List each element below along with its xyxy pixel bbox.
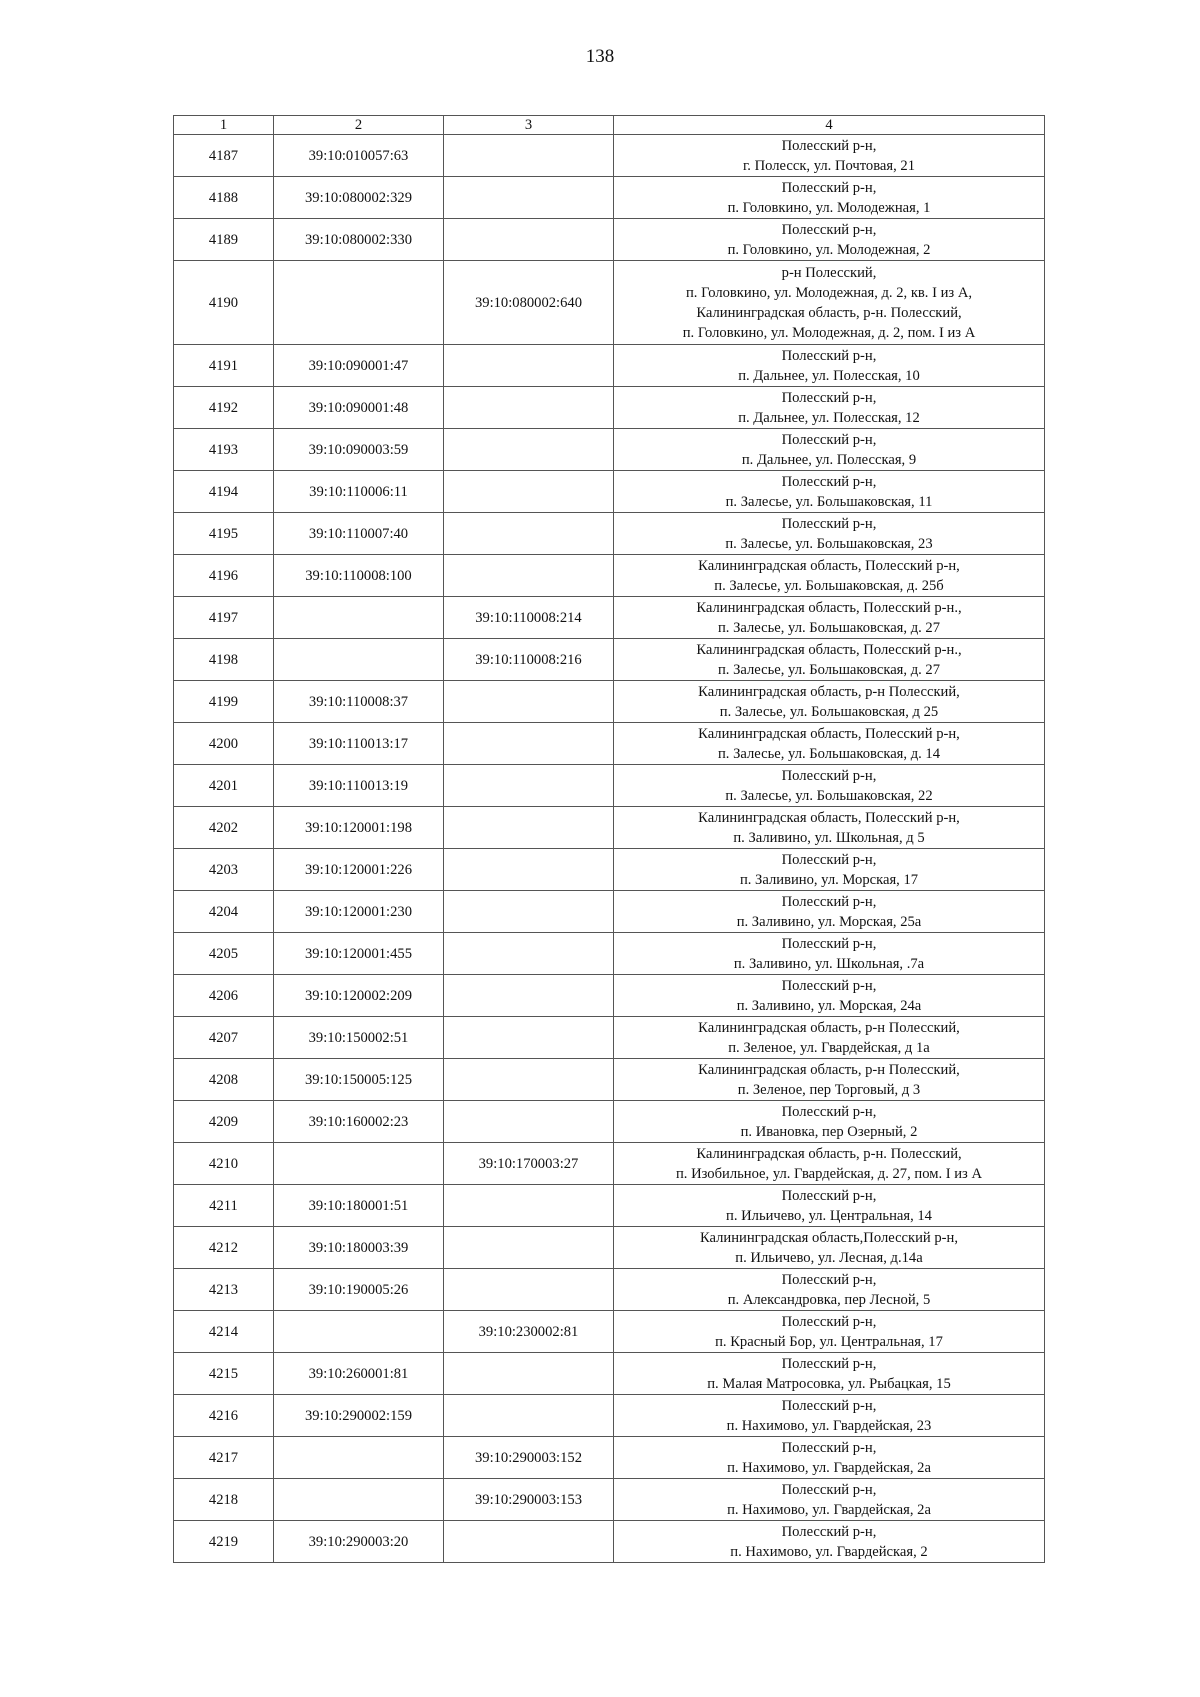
table-row bbox=[174, 639, 1045, 681]
cadastral-number-cell: 39:10:110007:40 bbox=[274, 513, 444, 555]
table-row bbox=[174, 975, 1045, 1017]
address-cell bbox=[614, 1353, 1045, 1395]
address-cell bbox=[614, 639, 1045, 681]
cadastral-number-cell: 39:10:180001:51 bbox=[274, 1185, 444, 1227]
address-cell bbox=[614, 1521, 1045, 1563]
cadastral-number-cell: 39:10:120001:226 bbox=[274, 849, 444, 891]
table-row bbox=[174, 849, 1045, 891]
row-number-cell: 4209 bbox=[174, 1101, 274, 1143]
cadastral-number-alt-cell bbox=[444, 807, 614, 849]
address-cell bbox=[614, 1437, 1045, 1479]
row-number-cell: 4204 bbox=[174, 891, 274, 933]
address-cell bbox=[614, 723, 1045, 765]
cadastral-number-alt-cell bbox=[444, 387, 614, 429]
cadastral-number-alt-cell bbox=[444, 1101, 614, 1143]
row-number-cell: 4208 bbox=[174, 1059, 274, 1101]
cadastral-number-alt-cell: 39:10:170003:27 bbox=[444, 1143, 614, 1185]
address-cell bbox=[614, 219, 1045, 261]
address-line: Полесский р-н, bbox=[781, 431, 877, 448]
address-cell bbox=[614, 135, 1045, 177]
address-line: Полесский р-н, bbox=[781, 1103, 877, 1120]
cadastral-number-cell bbox=[274, 1143, 444, 1185]
address-line: Полесский р-н, bbox=[781, 347, 877, 364]
cadastral-number-alt-cell: 39:10:290003:153 bbox=[444, 1479, 614, 1521]
address-line: Калининградская область, Полесский р-н, bbox=[698, 725, 960, 742]
table-row bbox=[174, 765, 1045, 807]
table-row bbox=[174, 1227, 1045, 1269]
address-line: Калининградская область,Полесский р-н, bbox=[699, 1229, 958, 1246]
row-number-cell: 4216 bbox=[174, 1395, 274, 1437]
cadastral-number-alt-cell bbox=[444, 135, 614, 177]
address-line: Калининградская область, Полесский р-н, bbox=[698, 557, 960, 574]
address-line: п. Изобильное, ул. Гвардейская, д. 27, пом. I из А bbox=[675, 1165, 983, 1182]
address-line: Полесский р-н, bbox=[781, 1397, 877, 1414]
row-number-cell: 4187 bbox=[174, 135, 274, 177]
cadastral-number-cell: 39:10:090001:48 bbox=[274, 387, 444, 429]
cadastral-number-alt-cell: 39:10:110008:214 bbox=[444, 597, 614, 639]
column-header-4: 4 bbox=[614, 116, 1045, 135]
row-number-cell: 4215 bbox=[174, 1353, 274, 1395]
address-cell bbox=[614, 1143, 1045, 1185]
cadastral-number-cell bbox=[274, 597, 444, 639]
address-cell bbox=[614, 849, 1045, 891]
cadastral-number-cell bbox=[274, 1311, 444, 1353]
address-cell bbox=[614, 681, 1045, 723]
row-number-cell: 4213 bbox=[174, 1269, 274, 1311]
table-row bbox=[174, 681, 1045, 723]
address-line: п. Заливино, ул. Морская, 25а bbox=[736, 913, 922, 930]
table-row bbox=[174, 345, 1045, 387]
address-line: Полесский р-н, bbox=[781, 1355, 877, 1372]
address-cell bbox=[614, 429, 1045, 471]
cadastral-number-cell: 39:10:180003:39 bbox=[274, 1227, 444, 1269]
address-line: Полесский р-н, bbox=[781, 977, 877, 994]
address-line: п. Ивановка, пер Озерный, 2 bbox=[740, 1123, 918, 1140]
row-number-cell: 4193 bbox=[174, 429, 274, 471]
cadastral-number-alt-cell bbox=[444, 1395, 614, 1437]
table-row bbox=[174, 177, 1045, 219]
address-line: п. Залесье, ул. Большаковская, д. 25б bbox=[714, 577, 944, 594]
row-number-cell: 4211 bbox=[174, 1185, 274, 1227]
row-number-cell: 4214 bbox=[174, 1311, 274, 1353]
registry-table-body bbox=[174, 116, 1045, 1563]
address-line: п. Залесье, ул. Большаковская, д. 27 bbox=[717, 619, 941, 636]
cadastral-number-cell: 39:10:110008:37 bbox=[274, 681, 444, 723]
cadastral-number-alt-cell bbox=[444, 849, 614, 891]
cadastral-number-cell: 39:10:120001:230 bbox=[274, 891, 444, 933]
address-line: Калининградская область, Полесский р-н., bbox=[696, 641, 962, 658]
address-line: г. Полесск, ул. Почтовая, 21 bbox=[742, 157, 916, 174]
cadastral-number-alt-cell: 39:10:230002:81 bbox=[444, 1311, 614, 1353]
address-cell bbox=[614, 471, 1045, 513]
address-cell bbox=[614, 765, 1045, 807]
cadastral-number-alt-cell bbox=[444, 723, 614, 765]
row-number-cell: 4206 bbox=[174, 975, 274, 1017]
address-line: Калининградская область, р-н. Полесский, bbox=[696, 1145, 962, 1162]
cadastral-number-alt-cell bbox=[444, 1017, 614, 1059]
row-number-cell: 4201 bbox=[174, 765, 274, 807]
cadastral-number-alt-cell bbox=[444, 177, 614, 219]
row-number-cell: 4218 bbox=[174, 1479, 274, 1521]
cadastral-number-cell: 39:10:120001:455 bbox=[274, 933, 444, 975]
row-number-cell: 4205 bbox=[174, 933, 274, 975]
row-number-cell: 4189 bbox=[174, 219, 274, 261]
table-row bbox=[174, 807, 1045, 849]
address-line: п. Нахимово, ул. Гвардейская, 2а bbox=[727, 1501, 931, 1518]
cadastral-number-cell: 39:10:260001:81 bbox=[274, 1353, 444, 1395]
cadastral-number-alt-cell bbox=[444, 1521, 614, 1563]
table-row bbox=[174, 1059, 1045, 1101]
row-number-cell: 4210 bbox=[174, 1143, 274, 1185]
table-row bbox=[174, 513, 1045, 555]
address-line: п. Александровка, пер Лесной, 5 bbox=[727, 1291, 931, 1308]
cadastral-number-alt-cell bbox=[444, 1185, 614, 1227]
address-line: п. Головкино, ул. Молодежная, 2 bbox=[727, 241, 931, 258]
cadastral-number-cell: 39:10:110013:17 bbox=[274, 723, 444, 765]
cadastral-number-alt-cell bbox=[444, 1269, 614, 1311]
row-number-cell: 4203 bbox=[174, 849, 274, 891]
table-row bbox=[174, 891, 1045, 933]
table-row bbox=[174, 555, 1045, 597]
column-header-3: 3 bbox=[444, 116, 614, 135]
address-cell bbox=[614, 975, 1045, 1017]
row-number-cell: 4194 bbox=[174, 471, 274, 513]
cadastral-number-cell: 39:10:110013:19 bbox=[274, 765, 444, 807]
address-line: Полесский р-н, bbox=[781, 221, 877, 238]
table-row bbox=[174, 1017, 1045, 1059]
row-number-cell: 4195 bbox=[174, 513, 274, 555]
address-line: Полесский р-н, bbox=[781, 515, 877, 532]
cadastral-number-cell: 39:10:290002:159 bbox=[274, 1395, 444, 1437]
cadastral-number-cell: 39:10:010057:63 bbox=[274, 135, 444, 177]
table-row bbox=[174, 1437, 1045, 1479]
cadastral-number-alt-cell bbox=[444, 429, 614, 471]
address-cell bbox=[614, 1311, 1045, 1353]
address-line: Калининградская область, р-н. Полесский, bbox=[696, 304, 962, 321]
address-cell bbox=[614, 1269, 1045, 1311]
table-header-row bbox=[174, 116, 1045, 135]
address-cell bbox=[614, 1479, 1045, 1521]
cadastral-number-cell bbox=[274, 639, 444, 681]
row-number-cell: 4200 bbox=[174, 723, 274, 765]
address-line: п. Нахимово, ул. Гвардейская, 23 bbox=[726, 1417, 932, 1434]
cadastral-number-cell: 39:10:110008:100 bbox=[274, 555, 444, 597]
address-line: Полесский р-н, bbox=[781, 1313, 877, 1330]
address-cell bbox=[614, 387, 1045, 429]
column-header-1: 1 bbox=[174, 116, 274, 135]
address-line: п. Нахимово, ул. Гвардейская, 2 bbox=[730, 1543, 928, 1560]
cadastral-number-alt-cell: 39:10:110008:216 bbox=[444, 639, 614, 681]
address-line: Калининградская область, р-н Полесский, bbox=[698, 1019, 960, 1036]
address-line: Полесский р-н, bbox=[781, 1523, 877, 1540]
cadastral-number-cell: 39:10:160002:23 bbox=[274, 1101, 444, 1143]
cadastral-number-alt-cell bbox=[444, 555, 614, 597]
address-cell bbox=[614, 261, 1045, 345]
address-line: п. Заливино, ул. Школьная, д 5 bbox=[733, 829, 925, 846]
address-cell bbox=[614, 807, 1045, 849]
address-line: п. Ильичево, ул. Лесная, д.14а bbox=[735, 1249, 923, 1266]
address-line: Полесский р-н, bbox=[781, 179, 877, 196]
address-line: п. Залесье, ул. Большаковская, д. 14 bbox=[717, 745, 941, 762]
cadastral-number-cell: 39:10:110006:11 bbox=[274, 471, 444, 513]
address-line: п. Залесье, ул. Большаковская, 11 bbox=[725, 493, 933, 510]
address-line: п. Дальнее, ул. Полесская, 10 bbox=[738, 367, 920, 384]
table-row bbox=[174, 135, 1045, 177]
row-number-cell: 4199 bbox=[174, 681, 274, 723]
row-number-cell: 4202 bbox=[174, 807, 274, 849]
address-line: п. Головкино, ул. Молодежная, д. 2, пом. I из А bbox=[682, 324, 976, 341]
address-line: п. Дальнее, ул. Полесская, 9 bbox=[741, 451, 917, 468]
table-row bbox=[174, 1269, 1045, 1311]
cadastral-number-alt-cell bbox=[444, 513, 614, 555]
row-number-cell: 4197 bbox=[174, 597, 274, 639]
cadastral-number-cell: 39:10:290003:20 bbox=[274, 1521, 444, 1563]
row-number-cell: 4217 bbox=[174, 1437, 274, 1479]
table-row bbox=[174, 1395, 1045, 1437]
address-line: п. Залесье, ул. Большаковская, 22 bbox=[725, 787, 933, 804]
cadastral-number-cell bbox=[274, 261, 444, 345]
address-cell bbox=[614, 1185, 1045, 1227]
address-line: Полесский р-н, bbox=[781, 1271, 877, 1288]
cadastral-number-cell: 39:10:150005:125 bbox=[274, 1059, 444, 1101]
address-cell bbox=[614, 1017, 1045, 1059]
row-number-cell: 4191 bbox=[174, 345, 274, 387]
address-line: р-н Полесский, bbox=[781, 264, 877, 281]
address-cell bbox=[614, 555, 1045, 597]
cadastral-number-alt-cell: 39:10:080002:640 bbox=[444, 261, 614, 345]
row-number-cell: 4192 bbox=[174, 387, 274, 429]
page-number: 138 bbox=[585, 46, 615, 67]
cadastral-number-alt-cell bbox=[444, 975, 614, 1017]
address-line: Полесский р-н, bbox=[781, 893, 877, 910]
address-line: п. Дальнее, ул. Полесская, 12 bbox=[738, 409, 920, 426]
address-cell bbox=[614, 1101, 1045, 1143]
cadastral-number-cell: 39:10:090003:59 bbox=[274, 429, 444, 471]
row-number-cell: 4219 bbox=[174, 1521, 274, 1563]
address-line: п. Заливино, ул. Морская, 17 bbox=[739, 871, 919, 888]
address-line: п. Зеленое, ул. Гвардейская, д 1а bbox=[728, 1039, 930, 1056]
cadastral-number-cell: 39:10:080002:329 bbox=[274, 177, 444, 219]
address-cell bbox=[614, 513, 1045, 555]
cadastral-number-alt-cell bbox=[444, 765, 614, 807]
address-line: п. Залесье, ул. Большаковская, 23 bbox=[725, 535, 933, 552]
cadastral-number-cell: 39:10:120002:209 bbox=[274, 975, 444, 1017]
address-line: Полесский р-н, bbox=[781, 1481, 877, 1498]
table-row bbox=[174, 1185, 1045, 1227]
row-number-cell: 4212 bbox=[174, 1227, 274, 1269]
cadastral-number-alt-cell bbox=[444, 219, 614, 261]
address-line: п. Головкино, ул. Молодежная, 1 bbox=[727, 199, 931, 216]
address-line: Полесский р-н, bbox=[781, 473, 877, 490]
address-cell bbox=[614, 345, 1045, 387]
cadastral-number-cell: 39:10:190005:26 bbox=[274, 1269, 444, 1311]
address-cell bbox=[614, 891, 1045, 933]
row-number-cell: 4207 bbox=[174, 1017, 274, 1059]
table-row bbox=[174, 1521, 1045, 1563]
table-row bbox=[174, 1143, 1045, 1185]
address-line: п. Зеленое, пер Торговый, д 3 bbox=[737, 1081, 921, 1098]
address-cell bbox=[614, 597, 1045, 639]
row-number-cell: 4188 bbox=[174, 177, 274, 219]
cadastral-number-cell: 39:10:120001:198 bbox=[274, 807, 444, 849]
address-line: Полесский р-н, bbox=[781, 851, 877, 868]
cadastral-number-cell: 39:10:080002:330 bbox=[274, 219, 444, 261]
address-cell bbox=[614, 1227, 1045, 1269]
table-row bbox=[174, 933, 1045, 975]
cadastral-number-alt-cell bbox=[444, 681, 614, 723]
table-row bbox=[174, 471, 1045, 513]
address-line: п. Малая Матросовка, ул. Рыбацкая, 15 bbox=[707, 1375, 951, 1392]
address-cell bbox=[614, 1059, 1045, 1101]
cadastral-number-cell: 39:10:150002:51 bbox=[274, 1017, 444, 1059]
cadastral-number-alt-cell bbox=[444, 471, 614, 513]
address-line: Полесский р-н, bbox=[781, 935, 877, 952]
address-line: п. Заливино, ул. Школьная, .7а bbox=[733, 955, 925, 972]
address-cell bbox=[614, 933, 1045, 975]
table-row bbox=[174, 219, 1045, 261]
cadastral-number-alt-cell bbox=[444, 891, 614, 933]
cadastral-number-alt-cell bbox=[444, 1353, 614, 1395]
table-row bbox=[174, 1311, 1045, 1353]
table-row bbox=[174, 429, 1045, 471]
address-line: п. Головкино, ул. Молодежная, д. 2, кв. I из А, bbox=[685, 284, 973, 301]
table-row bbox=[174, 1353, 1045, 1395]
registry-table bbox=[173, 115, 1045, 1563]
address-cell bbox=[614, 1395, 1045, 1437]
address-line: Полесский р-н, bbox=[781, 1439, 877, 1456]
cadastral-number-alt-cell: 39:10:290003:152 bbox=[444, 1437, 614, 1479]
address-line: п. Заливино, ул. Морская, 24а bbox=[736, 997, 922, 1014]
table-row bbox=[174, 1479, 1045, 1521]
address-line: п. Залесье, ул. Большаковская, д 25 bbox=[719, 703, 939, 720]
cadastral-number-alt-cell bbox=[444, 345, 614, 387]
table-row bbox=[174, 723, 1045, 765]
row-number-cell: 4196 bbox=[174, 555, 274, 597]
row-number-cell: 4198 bbox=[174, 639, 274, 681]
cadastral-number-alt-cell bbox=[444, 933, 614, 975]
cadastral-number-alt-cell bbox=[444, 1227, 614, 1269]
address-line: Полесский р-н, bbox=[781, 389, 877, 406]
table-row bbox=[174, 261, 1045, 345]
table-row bbox=[174, 387, 1045, 429]
address-line: п. Ильичево, ул. Центральная, 14 bbox=[726, 1207, 932, 1224]
cadastral-number-alt-cell bbox=[444, 1059, 614, 1101]
address-line: Калининградская область, Полесский р-н, bbox=[698, 809, 960, 826]
address-line: п. Нахимово, ул. Гвардейская, 2а bbox=[727, 1459, 931, 1476]
address-line: Полесский р-н, bbox=[781, 767, 877, 784]
table-row bbox=[174, 1101, 1045, 1143]
cadastral-number-cell bbox=[274, 1437, 444, 1479]
address-line: п. Залесье, ул. Большаковская, д. 27 bbox=[717, 661, 941, 678]
address-line: Калининградская область, р-н Полесский, bbox=[698, 1061, 960, 1078]
table-row bbox=[174, 597, 1045, 639]
address-line: Калининградская область, Полесский р-н., bbox=[696, 599, 962, 616]
row-number-cell: 4190 bbox=[174, 261, 274, 345]
address-line: п. Красный Бор, ул. Центральная, 17 bbox=[715, 1333, 943, 1350]
address-line: Полесский р-н, bbox=[781, 137, 877, 154]
address-line: Калининградская область, р-н Полесский, bbox=[698, 683, 960, 700]
column-header-2: 2 bbox=[274, 116, 444, 135]
address-line: Полесский р-н, bbox=[781, 1187, 877, 1204]
cadastral-number-cell: 39:10:090001:47 bbox=[274, 345, 444, 387]
cadastral-number-cell bbox=[274, 1479, 444, 1521]
address-cell bbox=[614, 177, 1045, 219]
